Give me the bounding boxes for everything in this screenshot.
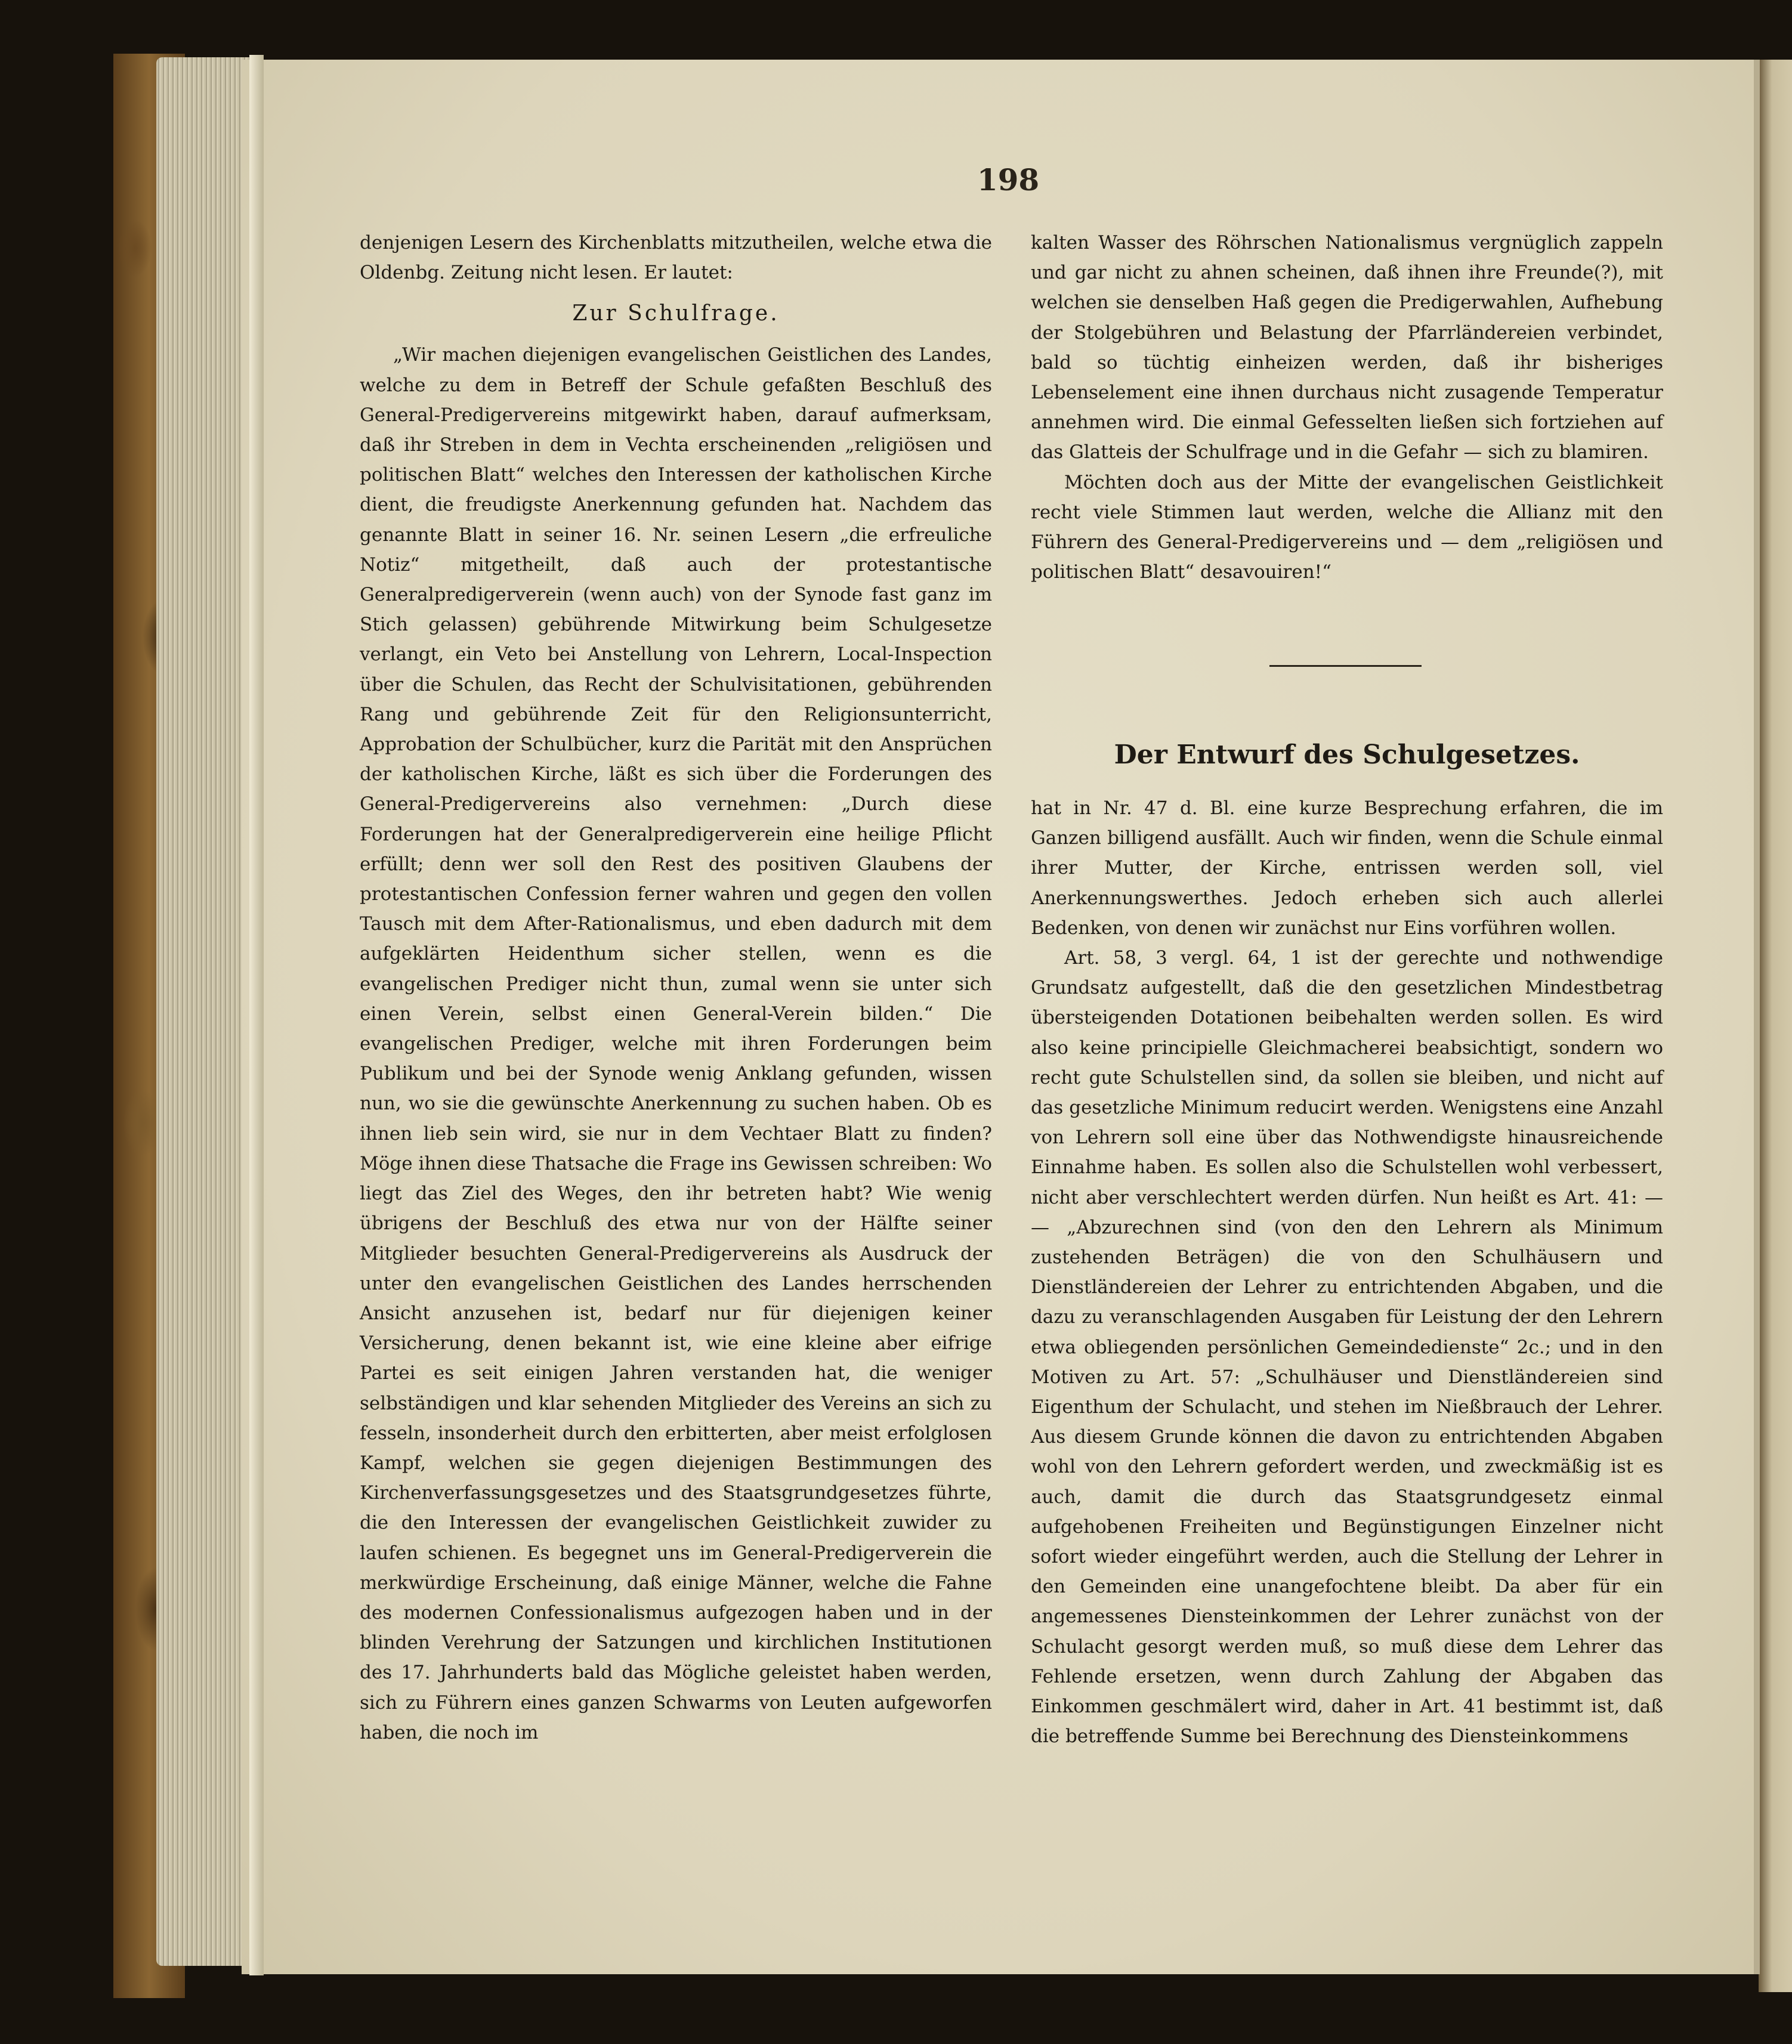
right-column-article: [1031, 793, 1663, 1752]
continuation-text: kalten Wasser des Röhrschen Nationalismus vergnüglich zappeln und gar nicht zu ahnen scheinen, daß ihnen ihre Freunde(?), mit welchen sie denselben Haß gegen die Predigerwahlen, Aufhebung der Stolgebühren und Belastung der Pfarrländereien verbindet, bald so tüchtig einheizen werden, daß ihr bisheriges Lebenselement eine ihnen durchaus nicht zusagende Temperatur annehmen wird. Die einmal Gefesselten ließen sich fortziehen auf das Glatteis der Schulfrage und in die Gefahr — sich zu blamiren.: [1031, 232, 1663, 463]
subheading: Zur Schulfrage.: [572, 301, 780, 326]
left-body-text: „Wir machen diejenigen evangelischen Geistlichen des Landes, welche zu dem in Betreff der Schule gefaßten Beschluß des General-Predigervereins mitgewirkt haben, darauf aufmerksam, daß ihr Streben in dem in Vechta erscheinenden „religiösen und politischen Blatt“ welches den Interessen der katholischen Kirche dient, die freudigste Anerkennung gefunden hat. Nachdem das genannte Blatt in seiner 16. Nr. seinen Lesern „die erfreuliche Notiz“ mitgetheilt, daß auch der protestantische Generalpredigerverein (wenn auch) von der Synode fast ganz im Stich gelassen) gebührende Mitwirkung beim Schulgesetze verlangt, ein Veto bei Anstellung von Lehrern, Local-Inspection über die Schulen, das Recht der Schulvisitationen, gebührenden Rang und gebührende Zeit für den Religionsunterricht, Approbation der Schulbücher, kurz die Parität mit den Ansprüchen der katholischen Kirche, läßt es sich über die Forderungen des General-Predigervereins also vernehmen: „Durch diese Forderungen hat der Generalpredigerverein eine heilige Pflicht erfüllt; denn wer soll den Rest des positiven Glaubens der protestantischen Confession ferner wahren und gegen den vollen Tausch mit dem After-Rationalismus, und eben dadurch mit dem aufgeklärten Heidenthum sicher stellen, wenn es die evangelischen Prediger nicht thun, zumal wenn sie unter sich einen Verein, selbst einen General-Verein bilden.“ Die evangelischen Prediger, welche mit ihren Forderungen beim Publikum und bei der Synode wenig Anklang gefunden, wissen nun, wo sie die gewünschte Anerkennung zu suchen haben. Ob es ihnen lieb sein wird, sie nur in dem Vechtaer Blatt zu finden? Möge ihnen diese Thatsache die Frage ins Gewissen schreiben: Wo liegt das Ziel des Weges, den ihr betreten habt? Wie wenig übrigens der Beschluß des etwa nur von der Hälfte seiner Mitglieder besuchten General-Predigervereins als Ausdruck der unter den evangelischen Geistlichen des Landes herrschenden Ansicht anzusehen ist, bedarf nur für diejenigen keiner Versicherung, denen bekannt ist, wie eine kleine aber eifrige Partei es seit einigen Jahren verstanden hat, die weniger selbständigen und klar sehenden Mitglieder des Vereins an sich zu fesseln, insonderheit durch den erbitterten, aber meist erfolglosen Kampf, welchen sie gegen diejenigen Bestimmungen des Kirchenverfassungsgesetzes und des Staatsgrundgesetzes führte, die den Interessen der evangelischen Geistlichkeit zuwider zu laufen schienen. Es begegnet uns im General-Predigerverein die merkwürdige Erscheinung, daß einige Männer, welche die Fahne des modernen Confessionalismus aufgezogen haben und in der blinden Verehrung der Satzungen und kirchlichen Institutionen des 17. Jahrhunderts bald das Mögliche geleistet haben werden, sich zu Führern eines ganzen Schwarms von Leuten aufgeworfen haben, die noch im: [360, 344, 992, 1743]
page-edges: [156, 57, 252, 1966]
closing-text: Möchten doch aus der Mitte der evangelischen Geistlichkeit recht viele Stimmen laut werden, welche die Allianz mit den Führern des General-Predigervereins und — dem „religiösen und politischen Blatt“ desavouiren!“: [1031, 471, 1663, 583]
section-divider: [1269, 665, 1422, 667]
article-paragraph-1: hat in Nr. 47 d. Bl. eine kurze Besprechung erfahren, die im Ganzen billigend ausfällt. Auch wir finden, wenn die Schule einmal ihrer Mutter, der Kirche, entrissen werden soll, viel Anerkennungswerthes. Jedoch erheben sich auch allerlei Bedenken, von denen wir zunächst nur Eins vorführen wollen.: [1031, 797, 1663, 939]
page-number: 198: [977, 162, 1040, 197]
right-column-top: [1031, 228, 1663, 587]
left-column: [360, 228, 992, 1748]
facing-page-edge: [1759, 60, 1792, 1992]
article-paragraph-2: Art. 58, 3 vergl. 64, 1 ist der gerechte und nothwendige Grundsatz aufgestellt, daß die den gesetzlichen Mindestbetrag übersteigenden Dotationen beibehalten werden sollen. Es wird also keine principielle Gleichmacherei beabsichtigt, sondern wo recht gute Schulstellen sind, da sollen sie bleiben, und nicht auf das gesetzliche Minimum reducirt werden. Wenigstens eine Anzahl von Lehrern soll eine über das Nothwendigste hinausreichende Einnahme haben. Es sollen also die Schulstellen wohl verbessert, nicht aber verschlechtert werden dürfen. Nun heißt es Art. 41: — — „Abzurechnen sind (von den den Lehrern als Minimum zustehenden Beträgen) die von den Schulhäusern und Dienstländereien der Lehrer zu entrichtenden Abgaben, und die dazu zu veranschlagenden Ausgaben für Leistung der den Lehrern etwa obliegenden persönlichen Gemeindedienste“ 2c.; und in den Motiven zu Art. 57: „Schulhäuser und Dienstländereien sind Eigenthum der Schulacht, und stehen im Nießbrauch der Lehrer. Aus diesem Grunde können die davon zu entrichtenden Abgaben wohl von den Lehrern gefordert werden, und zweckmäßig ist es auch, damit die durch das Staatsgrundgesetz einmal aufgehobenen Freiheiten und Begünstigungen Einzelner nicht sofort wieder eingeführt werden, auch die Stellung der Lehrer in den Gemeinden eine unangefochtene bleibt. Da aber für ein angemessenes Diensteinkommen der Lehrer zunächst von der Schulacht gesorgt werden muß, so muß diese dem Lehrer das Fehlende ersetzen, wenn durch Zahlung der Abgaben das Einkommen geschmälert wird, daher in Art. 41 bestimmt ist, daß die betreffende Summe bei Berechnung des Diensteinkommens: [1031, 947, 1663, 1748]
page-gutter: [249, 55, 264, 1975]
article-heading: Der Entwurf des Schulgesetzes.: [1114, 740, 1580, 770]
intro-text: denjenigen Lesern des Kirchenblatts mitzutheilen, welche etwa die Oldenbg. Zeitung nicht lesen. Er lautet:: [360, 232, 992, 284]
